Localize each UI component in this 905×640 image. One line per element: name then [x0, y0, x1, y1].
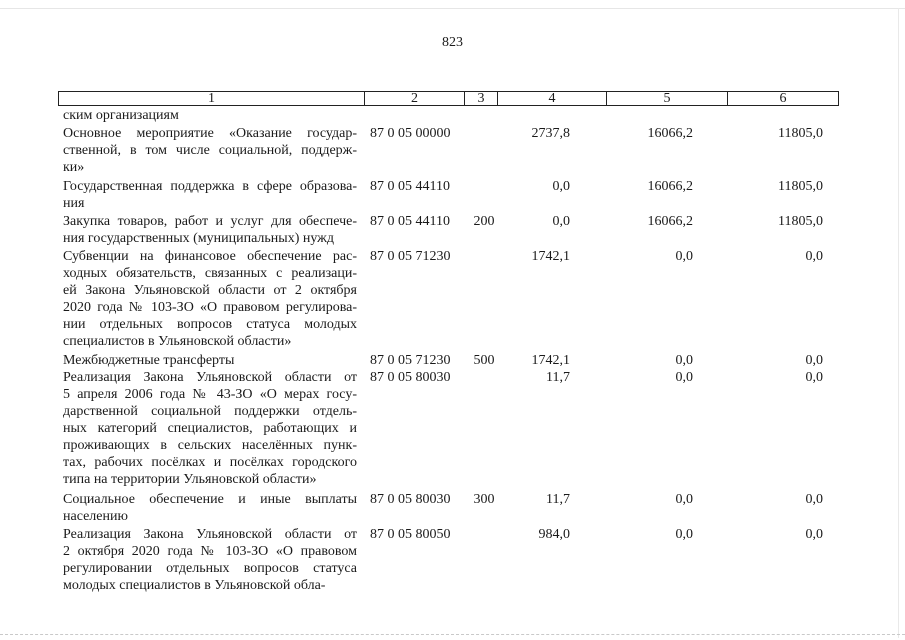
description-line: Реализация Закона Ульяновской области от	[63, 527, 357, 542]
description-line: регулировании отдельных вопросов статуса	[63, 561, 357, 576]
value-col6: 0,0	[805, 249, 823, 264]
description-line: дарственной социальной поддержки отдель-	[63, 404, 357, 419]
description-line: нии отдельных вопросов статуса молодых	[63, 317, 357, 332]
value-col6: 11805,0	[778, 214, 823, 229]
budget-code: 87 0 05 00000	[370, 126, 451, 141]
budget-code: 87 0 05 44110	[370, 179, 450, 194]
value-col4: 11,7	[546, 492, 570, 507]
value-col6: 0,0	[805, 353, 823, 368]
value-col5: 0,0	[675, 249, 693, 264]
value-col4: 1742,1	[531, 353, 570, 368]
value-col6: 11805,0	[778, 126, 823, 141]
column-header-6: 6	[779, 91, 787, 106]
budget-code: 87 0 05 71230	[370, 353, 451, 368]
description-line: населению	[63, 509, 128, 524]
budget-code: 87 0 05 71230	[370, 249, 451, 264]
page-bottom-edge	[0, 634, 905, 636]
row-description	[63, 369, 357, 488]
description-line: проживающих в сельских населённых пунк-	[63, 438, 357, 453]
description-line: ния	[63, 196, 85, 211]
value-col6: 0,0	[805, 527, 823, 542]
page-top-edge	[0, 8, 905, 9]
value-col6: 11805,0	[778, 179, 823, 194]
description-line: специалистов в Ульяновской области»	[63, 334, 292, 349]
column-header-4: 4	[498, 92, 607, 105]
description-line: Социальное обеспечение и иные выплаты	[63, 492, 357, 507]
description-line: ходных обязательств, связанных с реализаци-	[63, 266, 357, 281]
description-line: тах, рабочих посёлках и посёлках городского	[63, 455, 357, 470]
row-description	[63, 178, 357, 212]
table-header	[58, 91, 839, 106]
expense-type: 200	[473, 214, 495, 229]
description-line: ки»	[63, 160, 85, 175]
description-line: ных категорий специалистов, работающих и	[63, 421, 357, 436]
row-description	[63, 491, 357, 525]
page-number: 823	[442, 35, 463, 50]
value-col5: 0,0	[675, 353, 693, 368]
budget-code: 87 0 05 44110	[370, 214, 450, 229]
budget-code: 87 0 05 80030	[370, 492, 451, 507]
expense-type: 500	[473, 353, 495, 368]
row-description	[63, 213, 357, 247]
value-col6: 0,0	[805, 370, 823, 385]
expense-type: 300	[473, 492, 495, 507]
row-description	[63, 526, 357, 594]
description-line: 5 апреля 2006 года № 43-ЗО «О мерах госу-	[63, 387, 357, 402]
row-description	[63, 248, 357, 350]
description-line: Реализация Закона Ульяновской области от	[63, 370, 357, 385]
value-col5: 16066,2	[647, 126, 693, 141]
value-col5: 0,0	[675, 370, 693, 385]
description-line: ственной, в том числе социальной, поддерж-	[63, 143, 357, 158]
budget-code: 87 0 05 80050	[370, 527, 451, 542]
value-col4: 984,0	[538, 527, 570, 542]
description-line: 2 октября 2020 года № 103-ЗО «О правовом	[63, 544, 357, 559]
value-col4: 2737,8	[531, 126, 570, 141]
description-line: Субвенции на финансовое обеспечение рас-	[63, 249, 357, 264]
description-line: Государственная поддержка в сфере образова-	[63, 179, 357, 194]
description-line: молодых специалистов в Ульяновской обла-	[63, 578, 326, 593]
description-line: ей Закона Ульяновской области от 2 октября	[63, 283, 357, 298]
row-description	[63, 352, 357, 369]
row-description	[63, 125, 357, 176]
value-col5: 16066,2	[647, 214, 693, 229]
value-col5: 16066,2	[647, 179, 693, 194]
value-col4: 11,7	[546, 370, 570, 385]
column-header-1: 1	[59, 92, 365, 105]
value-col4: 1742,1	[531, 249, 570, 264]
value-col5: 0,0	[675, 527, 693, 542]
description-line: типа на территории Ульяновской области»	[63, 472, 317, 487]
description-line: Основное мероприятие «Оказание государ-	[63, 126, 357, 141]
description-line: Межбюджетные трансферты	[63, 353, 235, 368]
row-description	[63, 107, 357, 124]
budget-code: 87 0 05 80030	[370, 370, 451, 385]
description-line: Закупка товаров, работ и услуг для обеспече-	[63, 214, 357, 229]
column-header-2: 2	[365, 92, 465, 105]
page-right-edge	[898, 8, 899, 638]
value-col5: 0,0	[675, 492, 693, 507]
column-header-5: 5	[607, 92, 728, 105]
description-line: ским организациям	[63, 108, 179, 123]
column-header-3: 3	[465, 92, 498, 105]
value-col4: 0,0	[552, 214, 570, 229]
description-line: ния государственных (муниципальных) нужд	[63, 231, 334, 246]
description-line: 2020 года № 103-ЗО «О правовом регулирова-	[63, 300, 357, 315]
value-col4: 0,0	[552, 179, 570, 194]
value-col6: 0,0	[805, 492, 823, 507]
